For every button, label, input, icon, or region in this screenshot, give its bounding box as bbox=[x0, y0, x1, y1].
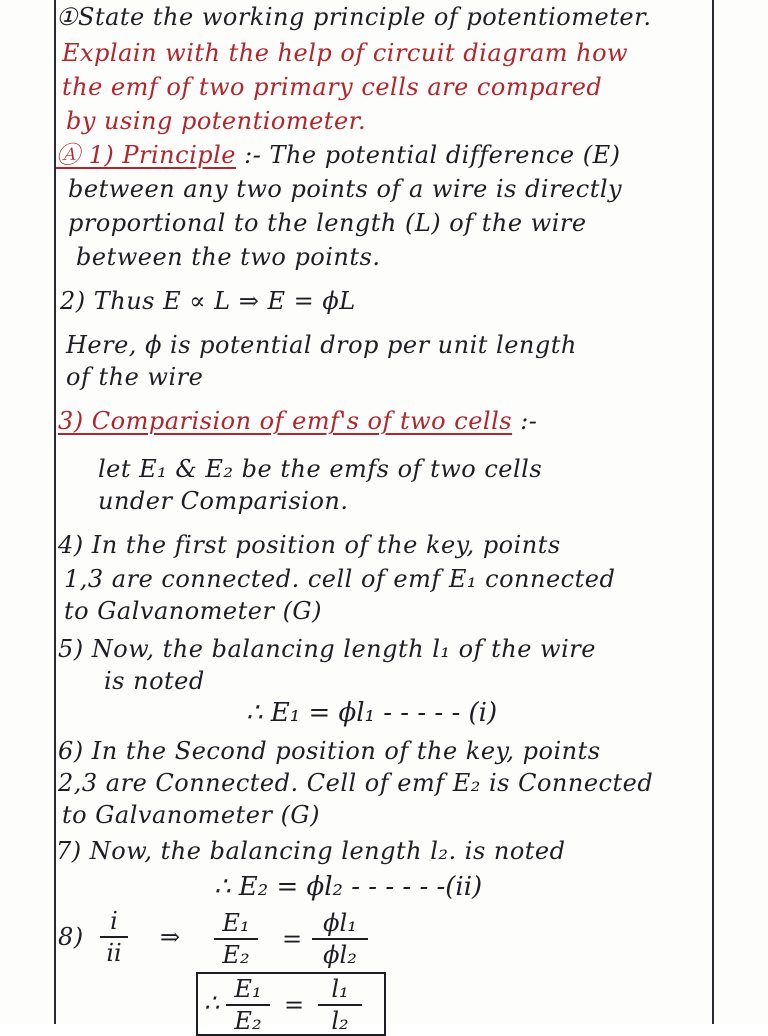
point4-line-2: 1,3 are connected. cell of emf E₁ connected bbox=[64, 565, 616, 593]
fraction-denominator: E₂ bbox=[234, 1007, 262, 1035]
principle-label: Ⓐ 1) Principle bbox=[56, 141, 237, 169]
fraction-i-over-ii bbox=[100, 908, 128, 966]
point3-line-1 bbox=[58, 406, 537, 436]
fraction-numerator: ϕl₁ bbox=[323, 909, 357, 937]
final-equals-sign: = bbox=[284, 991, 305, 1019]
principle-line-4: between the two points. bbox=[76, 243, 381, 271]
principle-line-3: proportional to the length (L) of the wire bbox=[68, 209, 587, 237]
fraction-phil1-over-phil2 bbox=[312, 910, 368, 968]
point2-line-1: 2) Thus E ∝ L ⇒ E = ϕL bbox=[60, 287, 356, 315]
fraction-numerator: E₁ bbox=[234, 975, 262, 1003]
principle-line-1 bbox=[56, 140, 620, 170]
implies-arrow: ⇒ bbox=[160, 923, 181, 951]
fraction-bar bbox=[100, 936, 128, 938]
fraction-bar bbox=[214, 938, 258, 940]
final-fraction-l1-over-l2 bbox=[318, 976, 362, 1034]
fraction-bar bbox=[226, 1004, 270, 1006]
question-line-1: ①State the working principle of potentiometer. bbox=[56, 3, 652, 31]
point3-line-3: under Comparision. bbox=[98, 487, 349, 515]
equals-sign: = bbox=[282, 925, 303, 953]
point4-line-3: to Galvanometer (G) bbox=[64, 597, 322, 625]
comparison-heading: 3) Comparision of emf's of two cells bbox=[58, 407, 513, 435]
fraction-e1-over-e2 bbox=[214, 910, 258, 968]
principle-line-2: between any two points of a wire is directly bbox=[68, 175, 623, 203]
point6-line-2: 2,3 are Connected. Cell of emf E₂ is Connected bbox=[58, 769, 654, 797]
point5-line-1: 5) Now, the balancing length l₁ of the wire bbox=[58, 635, 596, 663]
therefore-symbol: ∴ bbox=[204, 989, 220, 1017]
fraction-denominator: ϕl₂ bbox=[323, 941, 357, 969]
equation-2: ∴ E₂ = ϕl₂ - - - - - -(ii) bbox=[214, 872, 483, 902]
question-line-3: the emf of two primary cells are compared bbox=[62, 73, 603, 101]
point6-line-1: 6) In the Second position of the key, points bbox=[58, 737, 601, 765]
fraction-denominator: l₂ bbox=[331, 1007, 349, 1035]
point2-line-3: of the wire bbox=[66, 363, 204, 391]
fraction-denominator: E₂ bbox=[222, 941, 250, 969]
point3-line-2: let E₁ & E₂ be the emfs of two cells bbox=[98, 455, 543, 483]
point7-line-1: 7) Now, the balancing length l₂. is noted bbox=[56, 837, 566, 865]
fraction-bar bbox=[318, 1004, 362, 1006]
point8-label: 8) bbox=[58, 923, 84, 951]
principle-text: :- The potential difference (E) bbox=[236, 141, 621, 169]
comparison-suffix: :- bbox=[512, 407, 538, 435]
point5-line-2: is noted bbox=[104, 667, 205, 695]
fraction-numerator: E₁ bbox=[222, 909, 250, 937]
fraction-numerator: l₁ bbox=[331, 975, 349, 1003]
question-line-4: by using potentiometer. bbox=[66, 107, 367, 135]
right-margin-line bbox=[712, 0, 714, 1024]
fraction-denominator: ii bbox=[106, 939, 122, 967]
point4-line-1: 4) In the first position of the key, points bbox=[58, 531, 561, 559]
point6-line-3: to Galvanometer (G) bbox=[62, 801, 320, 829]
fraction-numerator: i bbox=[110, 907, 118, 935]
final-fraction-e1-over-e2 bbox=[226, 976, 270, 1034]
fraction-bar bbox=[312, 938, 368, 940]
equation-1: ∴ E₁ = ϕl₁ - - - - - (i) bbox=[246, 698, 498, 728]
question-line-2: Explain with the help of circuit diagram how bbox=[62, 39, 629, 67]
point2-line-2: Here, ϕ is potential drop per unit length bbox=[66, 331, 577, 359]
